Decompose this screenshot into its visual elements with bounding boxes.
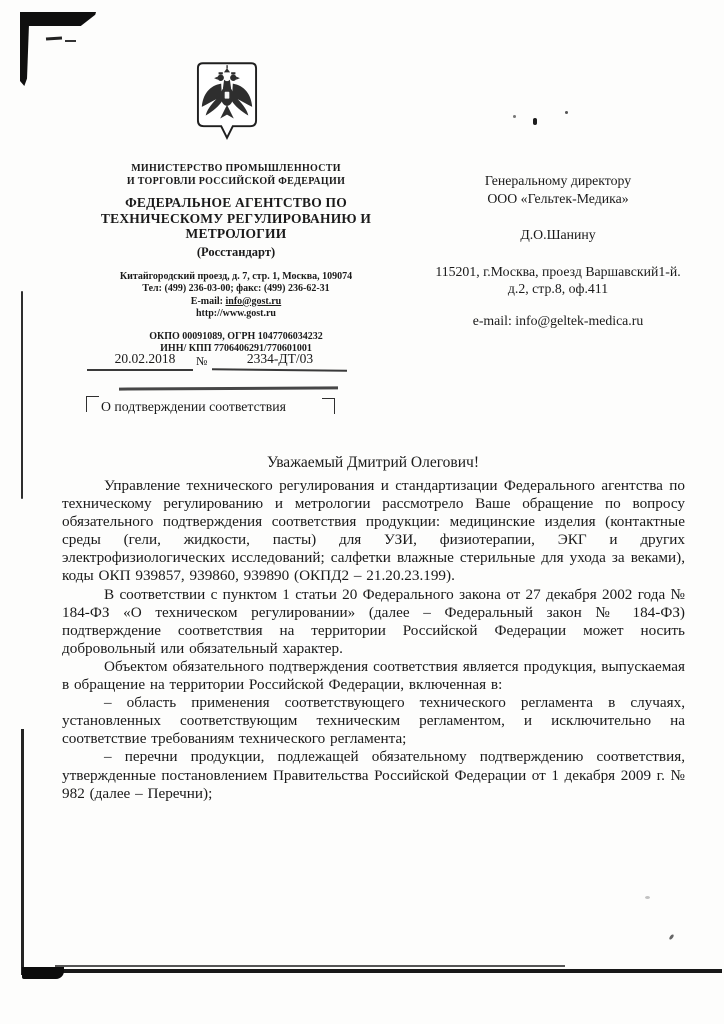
coat-of-arms-icon — [196, 61, 258, 141]
salutation: Уважаемый Дмитрий Олегович! — [266, 454, 480, 471]
subject-line: О подтверждении соответствия — [101, 399, 286, 414]
recipient-company: ООО «Гельтек-Медика» — [487, 190, 629, 206]
subject-bracket-left — [86, 396, 99, 412]
scan-left-edge-line — [21, 291, 23, 499]
recipient-position: Генеральному директору — [484, 173, 632, 188]
recipient-address-line2: д.2, стр.8, оф.411 — [507, 281, 609, 296]
scan-bottom-edge-line — [55, 965, 565, 967]
number-underline — [212, 368, 347, 371]
agency-short-name: (Росстандарт) — [196, 244, 276, 259]
scan-speck — [645, 896, 650, 899]
agency-okpo-ogrn: ОКПО 00091089, ОГРН 1047706034232 — [149, 330, 323, 342]
agency-name-line2: ТЕХНИЧЕСКОМУ РЕГУЛИРОВАНИЮ И — [100, 210, 372, 226]
agency-inn-kpp: ИНН/ КПП 7706406291/770601001 — [160, 343, 312, 354]
scan-corner-mark-horizontal — [20, 12, 96, 26]
agency-phone-fax: Тел: (499) 236-03-00; факс: (499) 236-62-31 — [142, 283, 330, 294]
scan-bottom-edge-line — [22, 969, 722, 973]
recipient-name: Д.О.Шанину — [520, 227, 596, 242]
letter-date: 20.02.2018 — [114, 351, 176, 366]
date-underline — [87, 369, 193, 371]
body-paragraph: – перечни продукции, подлежащей обязательному подтверждению соответствия, утвержденные постановлением Правительства Российской Федерации от 1 декабря 2009 г. № 982 (далее – Перечни); — [62, 748, 685, 802]
ministry-name-line1: МИНИСТЕРСТВО ПРОМЫШЛЕННОСТИ — [131, 163, 341, 174]
scan-speck — [533, 118, 537, 125]
scan-bottom-corner-blob — [22, 967, 64, 979]
ministry-name-line2: И ТОРГОВЛИ РОССИЙСКОЙ ФЕДЕРАЦИИ — [126, 175, 346, 187]
agency-email: info@gost.ru — [225, 295, 282, 307]
agency-website: http://www.gost.ru — [195, 308, 276, 319]
reference-rule — [119, 386, 338, 390]
agency-name-line1: ФЕДЕРАЛЬНОЕ АГЕНТСТВО ПО — [125, 195, 347, 210]
agency-email-label: E-mail: — [190, 295, 226, 307]
body-paragraph: В соответствии с пунктом 1 статьи 20 Федерального закона от 27 декабря 2002 года № 184-ФЗ «О техническом регулировании» (далее – Федеральный закон № 184-ФЗ) подтверждение соответствия на территории Российской Федерации может носить добровольный или обязательный характер. — [62, 585, 685, 657]
letterhead-block — [82, 163, 390, 356]
number-sign: № — [196, 354, 208, 368]
scan-speck — [513, 115, 516, 118]
agency-name-line3: МЕТРОЛОГИИ — [185, 226, 287, 241]
recipient-email: e-mail: info@geltek-medica.ru — [472, 312, 644, 328]
scan-left-edge-line — [21, 729, 24, 975]
agency-email-line — [82, 296, 390, 309]
agency-address: Китайгородский проезд, д. 7, стр. 1, Москва, 109074 — [119, 270, 353, 282]
body-paragraph: Управление технического регулирования и стандартизации Федерального агентства по техническому регулированию и метрологии рассмотрело Ваше обращение по вопросу обязательного подтверждения соответствия продукции: медицинские изделия (контактные среды (гели, жидкости, пасты) для УЗИ, физиотерапии, ЭКГ и других электрофизиологических исследований; салфетки влажные стерильные для ухода за веками), коды ОКП 939857, 939860, 939890 (ОКПД2 – 21.20.23.199). — [62, 477, 685, 585]
recipient-block — [406, 172, 710, 329]
body-paragraph: – область применения соответствующего технического регламента в случаях, установленных соответствующим техническим регламентом, и исключительно на соответствие требованиям технического регламента; — [62, 694, 685, 748]
scan-dash-mark — [46, 36, 62, 40]
letter-number: 2334-ДТ/03 — [246, 351, 314, 366]
scan-speck — [668, 934, 674, 941]
body-paragraph: Объектом обязательного подтверждения соответствия является продукция, выпускаемая в обращение на территории Российской Федерации, включенная в: — [62, 657, 685, 694]
subject-bracket-right — [322, 398, 335, 414]
recipient-address-line1: 115201, г.Москва, проезд Варшавский1-й. — [435, 263, 681, 279]
scan-dash-mark — [65, 40, 76, 42]
letter-body — [62, 477, 685, 803]
scan-speck — [565, 111, 568, 114]
scan-corner-mark-vertical — [20, 24, 29, 86]
